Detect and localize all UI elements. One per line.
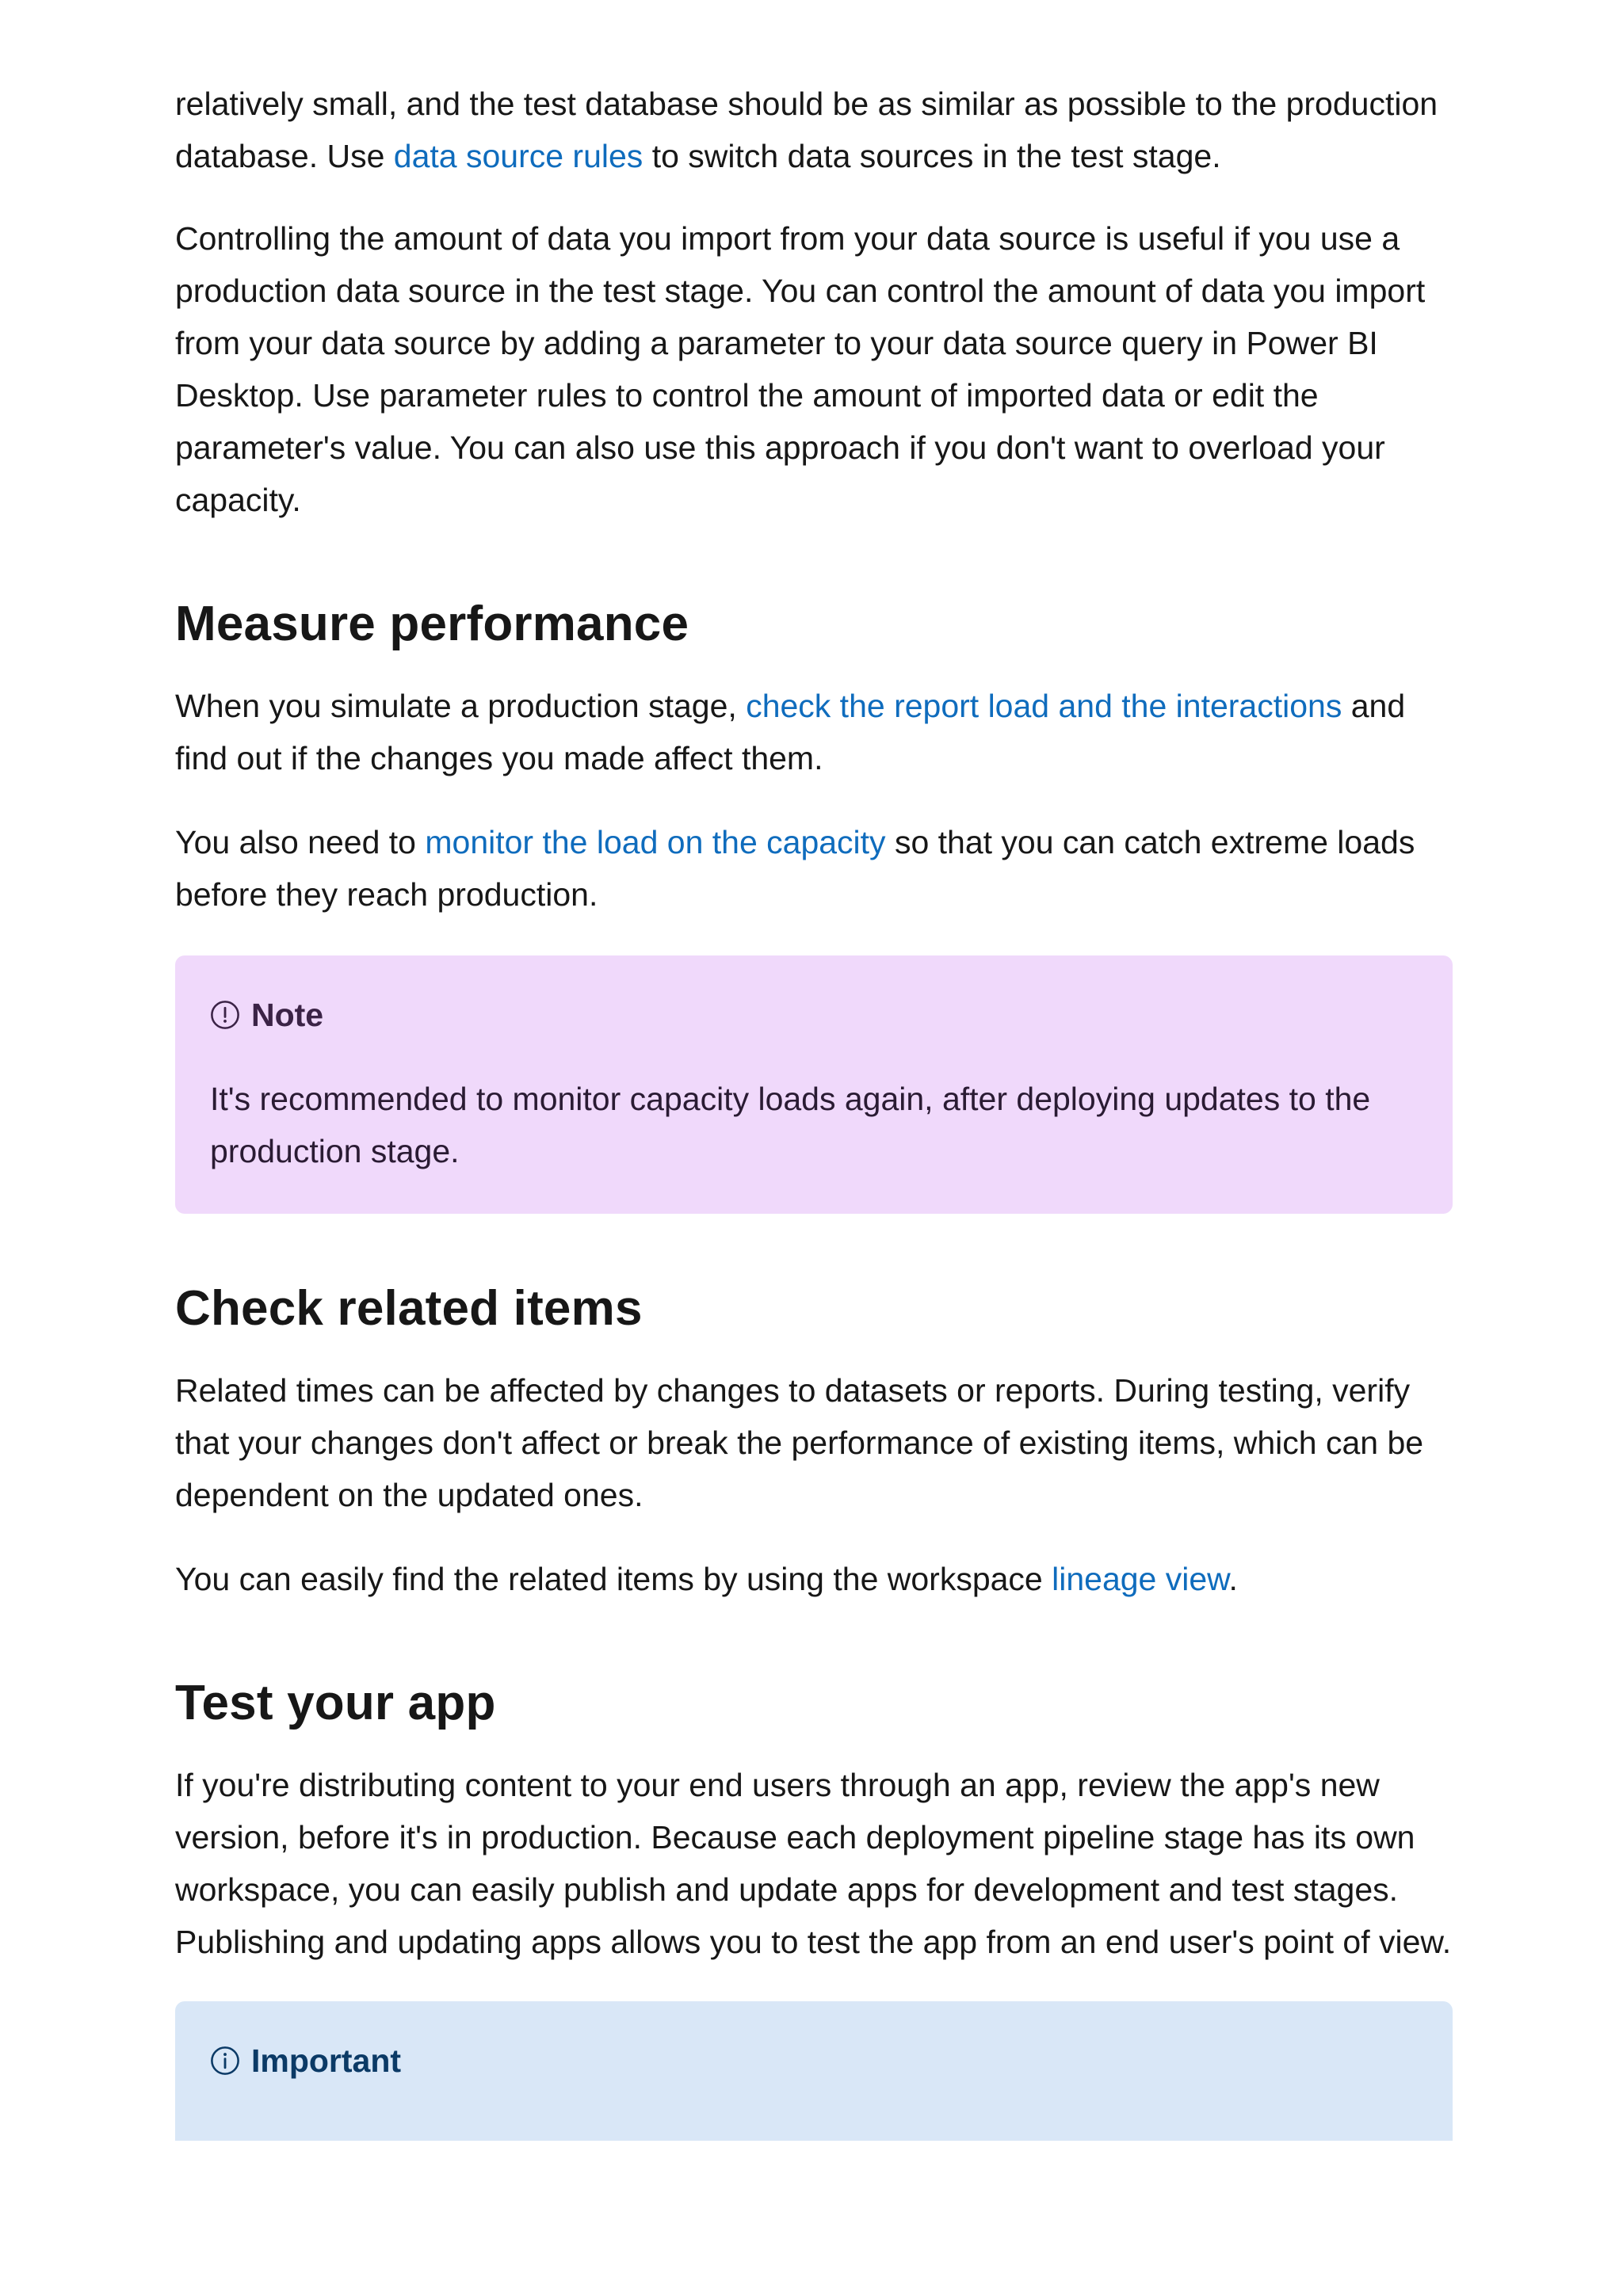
note-callout	[175, 955, 1453, 1214]
data-source-rules-link[interactable]: data source rules	[393, 138, 643, 174]
article-body	[175, 78, 1453, 2141]
measure-text-2-end: so that you can catch extreme loads before they reach production.	[175, 824, 1415, 913]
important-callout	[175, 2001, 1453, 2141]
measure-text-end: and find out if the changes you made affect them.	[175, 688, 1406, 776]
note-title	[210, 995, 1418, 1035]
intro-text: relatively small, and the test database should be as similar as possible to the production database. Use	[175, 86, 1438, 174]
related-text: You can easily find the related items by using the workspace	[175, 1561, 1052, 1597]
monitor-capacity-link[interactable]: monitor the load on the capacity	[425, 824, 886, 860]
intro-text-end: to switch data sources in the test stage.	[643, 138, 1221, 174]
check-related-items-heading: Check related items	[175, 1281, 643, 1336]
important-title-text: Important	[251, 2042, 402, 2079]
related-paragraph-1: Related times can be affected by changes to datasets or reports. During testing, verify that your changes don't affect or break the performance of existing items, which can be dependent on the updated ones.	[175, 1372, 1424, 1513]
important-title	[210, 2041, 1418, 2081]
measure-performance-heading: Measure performance	[175, 597, 689, 651]
measure-paragraph-2	[175, 816, 1453, 921]
measure-text: When you simulate a production stage,	[175, 688, 747, 724]
related-text-end: .	[1228, 1561, 1238, 1597]
app-paragraph-1: If you're distributing content to your end users through an app, review the app's new version, before it's in production. Because each deployment pipeline stage has its own workspace, you can easily publish and update apps for development and test stages. Publishing and updating apps allows you to test the app from an end user's point of view.	[175, 1767, 1452, 1960]
measure-text-2: You also need to	[175, 824, 426, 860]
test-your-app-heading: Test your app	[175, 1676, 496, 1730]
note-text: It's recommended to monitor capacity loads again, after deploying updates to the production stage.	[210, 1081, 1371, 1169]
info-circle-icon	[210, 1000, 240, 1030]
intro-paragraph-2: Controlling the amount of data you import from your data source is useful if you use a production data source in the test stage. You can control the amount of data you import from your data source by adding a parameter to your data source query in Power BI Desktop. Use parameter rules to control the amount of imported data or edit the parameter's value. You can also use this approach if you don't want to overload your capacity.	[175, 220, 1426, 518]
related-paragraph-2	[175, 1553, 1453, 1605]
report-load-interactions-link[interactable]: check the report load and the interactions	[746, 688, 1342, 724]
lineage-view-link[interactable]: lineage view	[1052, 1561, 1229, 1597]
info-circle-icon	[210, 2046, 240, 2076]
measure-paragraph-1	[175, 680, 1453, 784]
note-title-text: Note	[251, 997, 324, 1033]
intro-paragraph-1	[175, 78, 1453, 182]
